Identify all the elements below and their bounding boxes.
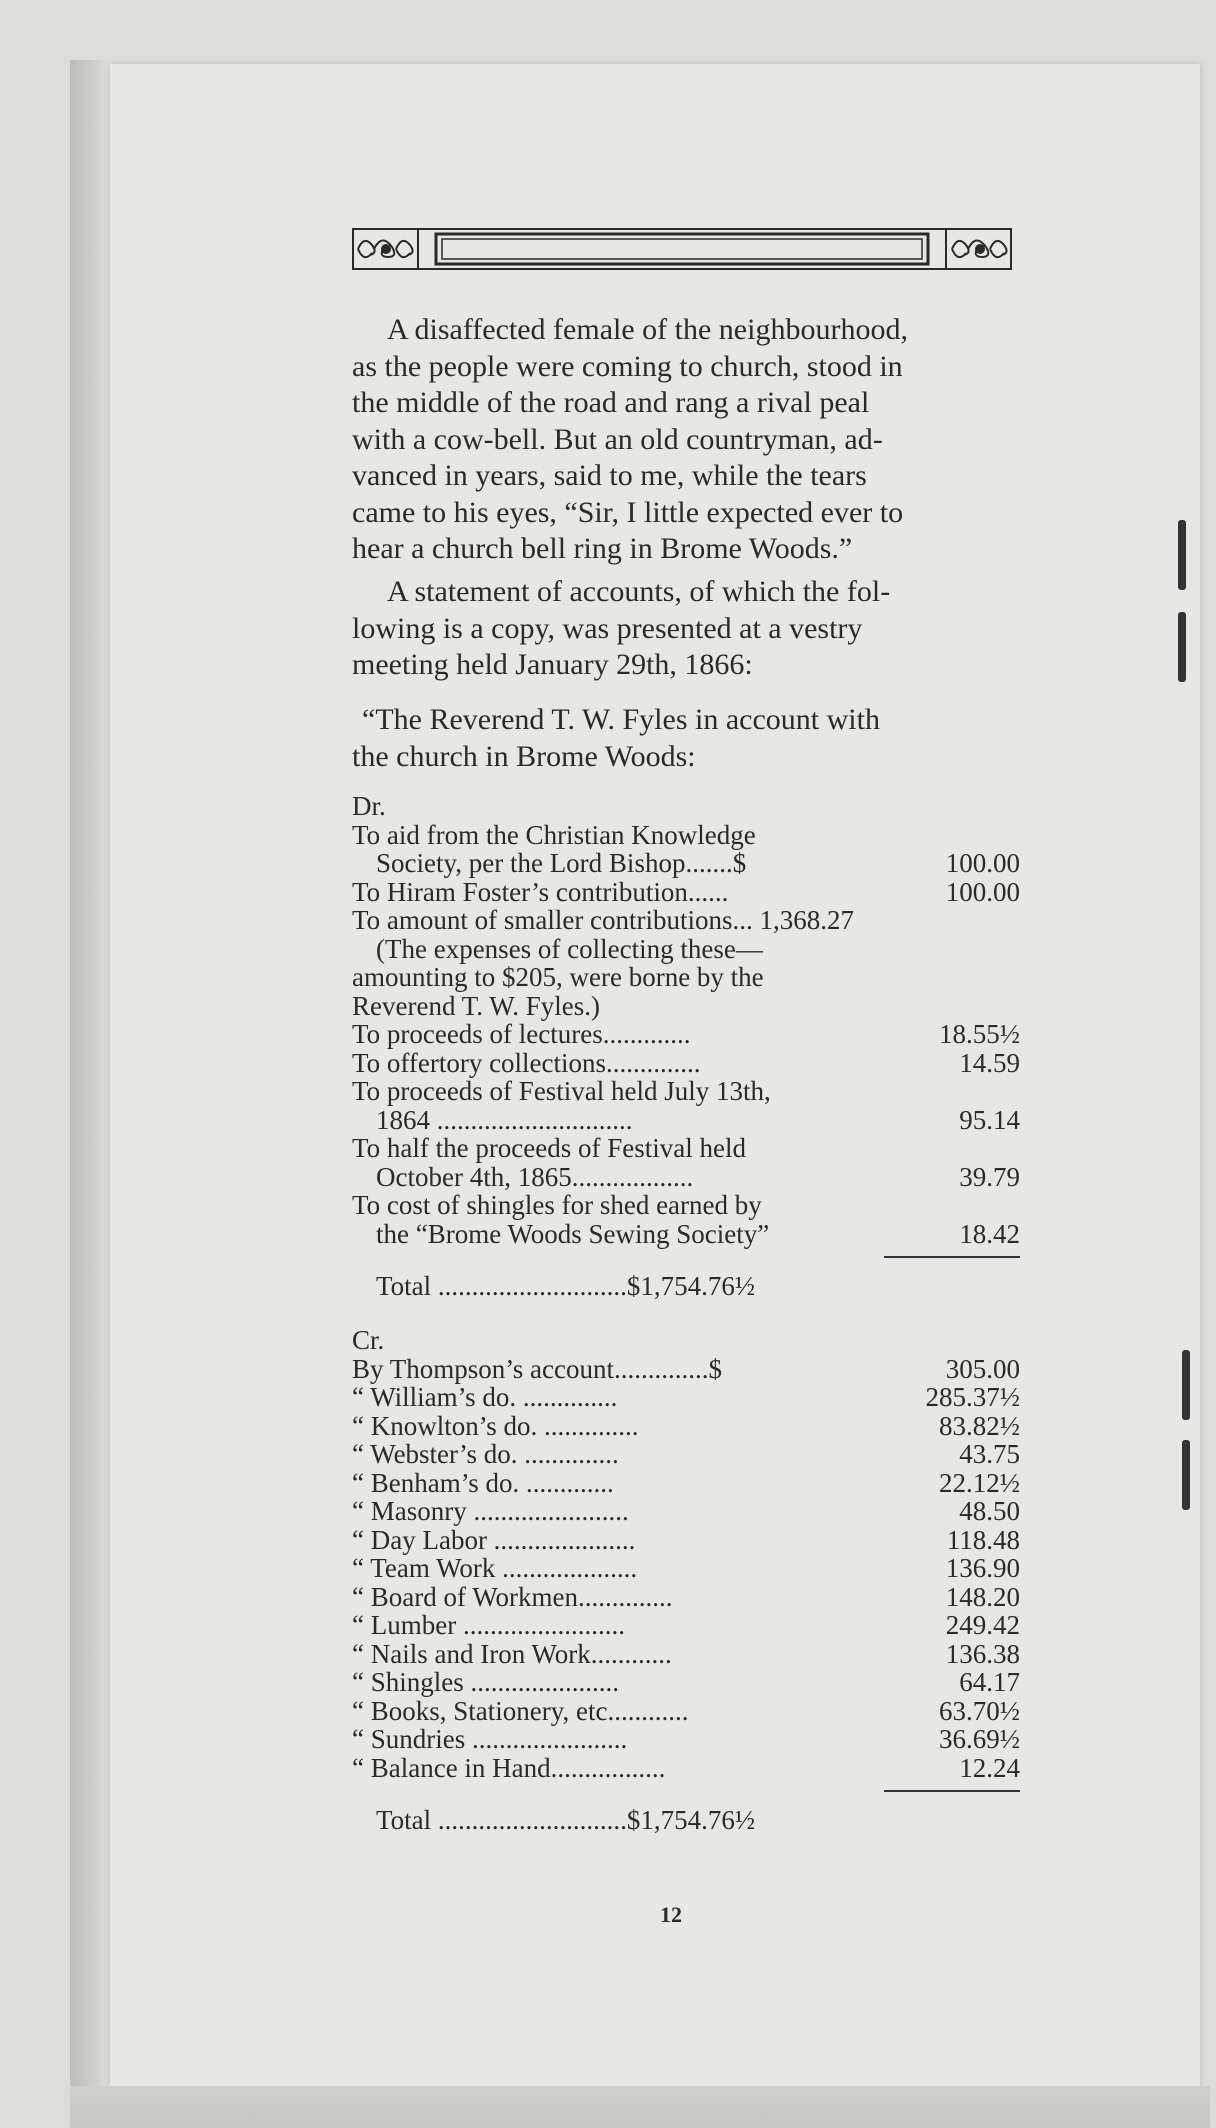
text-line: A statement of accounts, of which the fol- (387, 575, 891, 608)
text-line: as the people were coming to church, stood in (352, 349, 903, 383)
credit-row (352, 1754, 1020, 1783)
credit-row (352, 1497, 1020, 1526)
credit-row-label: “ Webster’s do. .............. (352, 1439, 619, 1469)
credit-row-amount: 249.42 (945, 1610, 1020, 1640)
credit-row-amount: 136.38 (945, 1638, 1020, 1669)
credit-row-label: By Thompson’s account..............$ (352, 1353, 722, 1384)
credit-heading (352, 1326, 1020, 1355)
page-number: 12 (660, 1902, 682, 1927)
debit-row-label: Society, per the Lord Bishop.......$ (376, 848, 747, 878)
credit-row (352, 1697, 1020, 1726)
credit-row-amount: 118.48 (946, 1524, 1020, 1555)
text-line: hear a church bell ring in Brome Woods.” (352, 532, 853, 565)
text-line: lowing is a copy, was presented at a vestry (352, 611, 863, 645)
credit-row-label: “ William’s do. .............. (352, 1382, 618, 1412)
book-spine-shadow (70, 60, 112, 2090)
debit-row (352, 906, 1020, 935)
debit-row-label: To Hiram Foster’s contribution...... (352, 876, 729, 907)
credit-row (352, 1383, 1020, 1412)
debit-row-amount: 18.55½ (939, 1019, 1020, 1049)
credit-row-label: “ Day Labor ..................... (352, 1524, 636, 1555)
debit-rows (352, 821, 1020, 1249)
credit-row-label: “ Nails and Iron Work............ (352, 1638, 672, 1669)
text-line: vanced in years, said to me, while the tears (352, 459, 867, 492)
credit-row-amount: 83.82½ (939, 1410, 1020, 1441)
credit-row (352, 1526, 1020, 1555)
page-bottom-edge (70, 2086, 1210, 2128)
debit-row-label: October 4th, 1865.................. (376, 1161, 694, 1192)
credit-row-label: “ Sundries ....................... (352, 1724, 628, 1754)
credit-account (352, 1326, 1020, 1836)
debit-row-label: amounting to $205, were borne by the (352, 962, 764, 992)
debit-row-label: Reverend T. W. Fyles.) (352, 990, 600, 1021)
debit-row (352, 1106, 1020, 1135)
debit-row-amount: 95.14 (959, 1104, 1020, 1135)
debit-row-amount: 100.00 (945, 876, 1020, 907)
debit-total-rule (884, 1256, 1020, 1258)
credit-row (352, 1469, 1020, 1498)
credit-row-label: “ Knowlton’s do. .............. (352, 1410, 639, 1441)
debit-total-row (352, 1268, 1020, 1302)
debit-heading (352, 792, 1020, 821)
text-line: the church in Brome Woods: (352, 739, 696, 773)
debit-row (352, 1049, 1020, 1078)
credit-rows (352, 1355, 1020, 1783)
body-paragraph-3 (352, 702, 1017, 775)
credit-row-label: “ Books, Stationery, etc............ (352, 1695, 689, 1726)
debit-row-label: To aid from the Christian Knowledge (352, 819, 756, 850)
credit-row (352, 1725, 1020, 1754)
debit-row (352, 992, 1020, 1021)
debit-row-label: (The expenses of collecting these— (376, 933, 763, 964)
binding-mark (1178, 520, 1186, 590)
debit-row-label: To half the proceeds of Festival held (352, 1133, 746, 1163)
debit-row (352, 1191, 1020, 1220)
debit-row-label: To offertory collections.............. (352, 1047, 701, 1078)
debit-row-label: To proceeds of lectures............. (352, 1019, 691, 1049)
binding-mark (1178, 612, 1186, 682)
debit-row (352, 849, 1020, 878)
text-line: with a cow-bell. But an old countryman, ad- (352, 422, 883, 456)
credit-row (352, 1412, 1020, 1441)
body-paragraph-2 (352, 574, 1017, 684)
ornamental-header-band (352, 228, 1012, 270)
debit-row (352, 821, 1020, 850)
credit-row-amount: 305.00 (945, 1353, 1020, 1384)
debit-total-label: Total ............................$1,754.76½ (376, 1271, 756, 1301)
debit-row-amount: 39.79 (959, 1161, 1020, 1192)
debit-account (352, 792, 1020, 1302)
text-line: meeting held January 29th, 1866: (352, 648, 753, 681)
debit-total-rule-wrap (352, 1248, 1020, 1268)
debit-row (352, 1077, 1020, 1106)
binding-mark (1182, 1350, 1190, 1420)
credit-row (352, 1583, 1020, 1612)
credit-row-amount: 43.75 (959, 1439, 1020, 1469)
debit-row (352, 1020, 1020, 1049)
debit-row-label: 1864 ............................. (376, 1104, 633, 1135)
debit-row-amount: 14.59 (959, 1047, 1020, 1078)
credit-row-amount: 12.24 (959, 1752, 1020, 1783)
text-line: came to his eyes, “Sir, I little expected ever to (352, 495, 904, 529)
credit-row-amount: 36.69½ (939, 1724, 1020, 1754)
credit-row (352, 1668, 1020, 1697)
credit-heading-label: Cr. (352, 1325, 385, 1355)
credit-row (352, 1554, 1020, 1583)
credit-row-amount: 136.90 (945, 1553, 1020, 1583)
credit-total-rule-wrap (352, 1782, 1020, 1802)
body-paragraph-1 (352, 312, 1017, 568)
debit-row (352, 935, 1020, 964)
credit-row-label: “ Board of Workmen.............. (352, 1581, 673, 1612)
credit-total-row (352, 1802, 1020, 1836)
debit-row-label: the “Brome Woods Sewing Society” (376, 1218, 770, 1249)
text-line: “The Reverend T. W. Fyles in account with (362, 703, 880, 736)
credit-row-label: “ Masonry ....................... (352, 1496, 629, 1526)
credit-row-label: “ Balance in Hand................. (352, 1752, 666, 1783)
debit-row (352, 1163, 1020, 1192)
text-line: A disaffected female of the neighbourhood, (387, 313, 908, 346)
right-scroll-ornament (952, 240, 1007, 257)
debit-row (352, 1220, 1020, 1249)
credit-row (352, 1440, 1020, 1469)
credit-row-amount: 63.70½ (939, 1695, 1020, 1726)
debit-heading-label: Dr. (352, 791, 386, 821)
credit-row (352, 1640, 1020, 1669)
debit-row-label: To proceeds of Festival held July 13th, (352, 1076, 771, 1106)
credit-row-label: “ Team Work .................... (352, 1553, 638, 1583)
credit-row (352, 1355, 1020, 1384)
credit-row-amount: 64.17 (959, 1667, 1020, 1697)
credit-row-label: “ Benham’s do. ............. (352, 1467, 614, 1498)
credit-row-label: “ Shingles ...................... (352, 1667, 619, 1697)
debit-row-label: To amount of smaller contributions... 1,368.27 (352, 905, 855, 935)
left-scroll-ornament (358, 240, 413, 257)
credit-row (352, 1611, 1020, 1640)
credit-row-label: “ Lumber ........................ (352, 1610, 625, 1640)
credit-row-amount: 22.12½ (939, 1467, 1020, 1498)
debit-row (352, 963, 1020, 992)
credit-total-rule (884, 1790, 1020, 1792)
credit-row-amount: 285.37½ (925, 1382, 1020, 1412)
debit-row-label: To cost of shingles for shed earned by (352, 1190, 762, 1220)
debit-row-amount: 18.42 (959, 1218, 1020, 1249)
binding-mark (1182, 1440, 1190, 1510)
credit-row-amount: 48.50 (959, 1496, 1020, 1526)
debit-row (352, 878, 1020, 907)
credit-total-label: Total ............................$1,754.76½ (376, 1805, 756, 1835)
text-line: the middle of the road and rang a rival peal (352, 386, 870, 419)
debit-row (352, 1134, 1020, 1163)
credit-row-amount: 148.20 (945, 1581, 1020, 1612)
debit-row-amount: 100.00 (945, 848, 1020, 878)
